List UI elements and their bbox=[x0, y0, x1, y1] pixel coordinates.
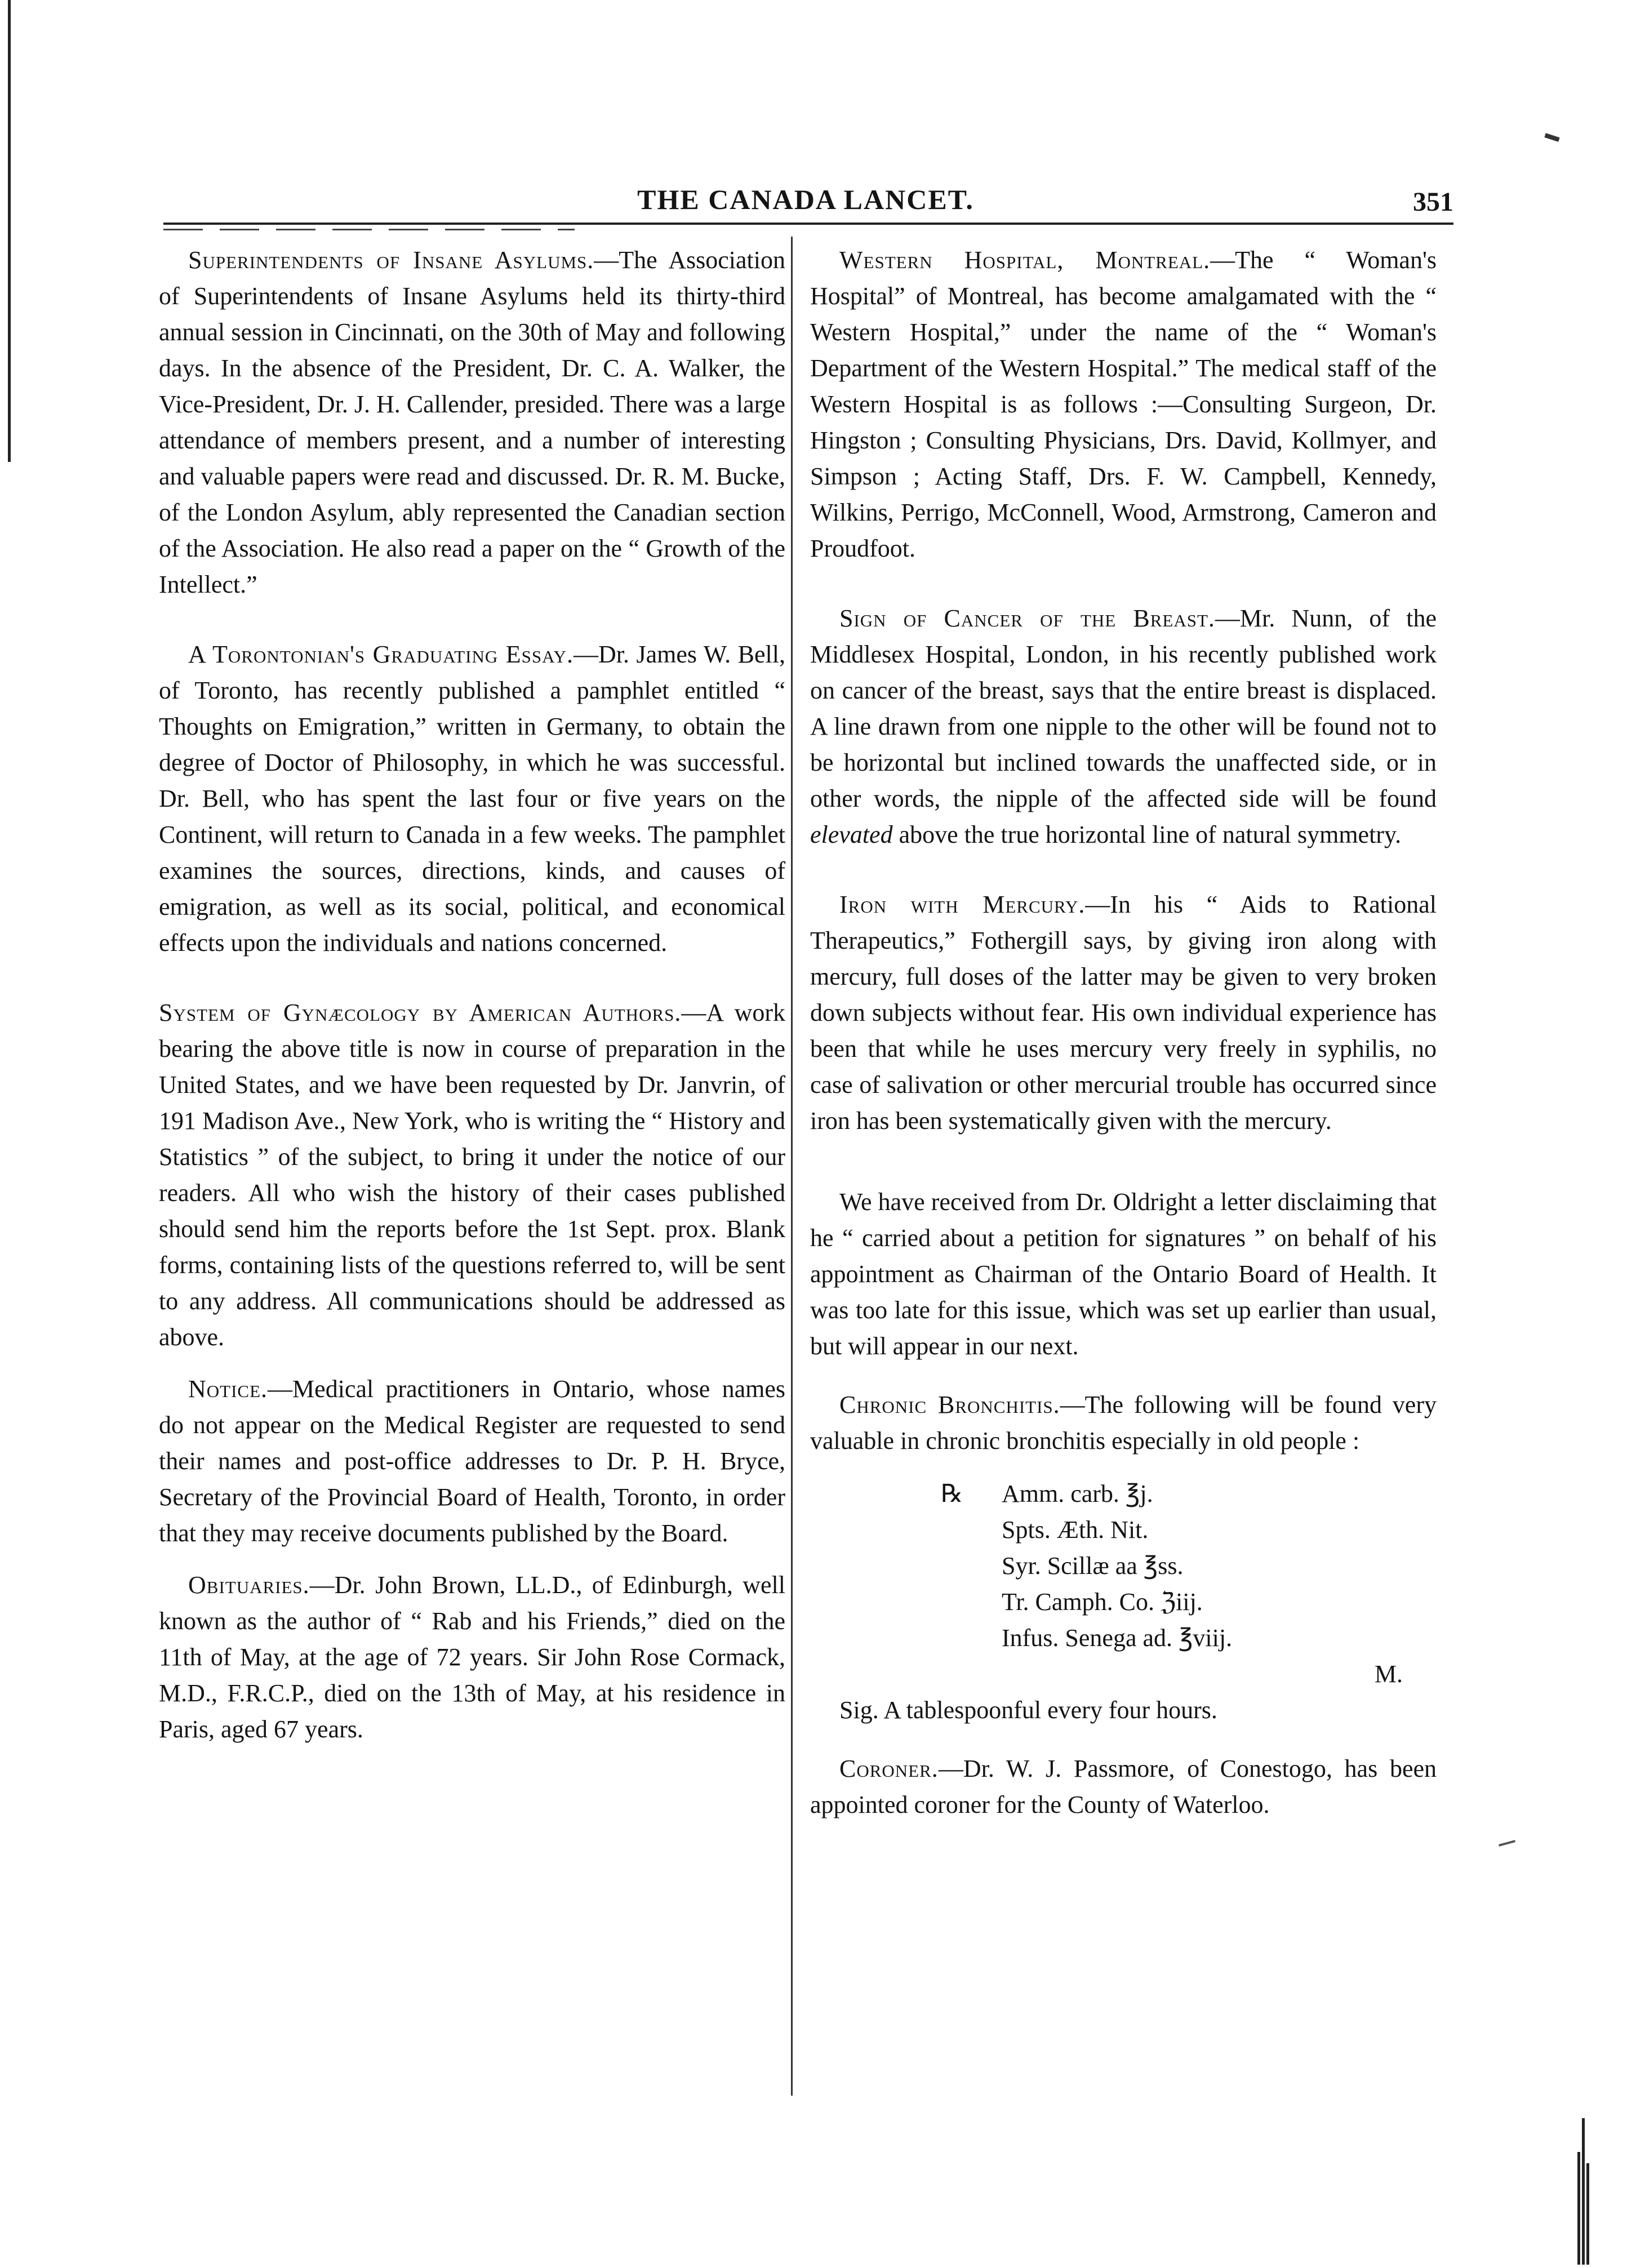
article-body: —Dr. James W. Bell, of Toronto, has recently published a pamphlet entitled “ Thoughts on Emigration,” written in Germany, to obtain the degree of Doctor of Philosophy, in which he was successful. Dr. Bell, who has spent the last four or five years on the Continent, will return to Canada in a few weeks. The pamphlet examines the sources, directions, kinds, and causes of emigration, as well as its social, political, and economical effects upon the individuals and nations concerned. bbox=[159, 641, 785, 957]
article-title: Sign of Cancer of the Breast. bbox=[839, 604, 1215, 632]
prescription-line: Spts. Æth. Nit. bbox=[1002, 1516, 1149, 1544]
article-title: Coroner. bbox=[839, 1755, 939, 1782]
article-title: Obituaries. bbox=[188, 1571, 310, 1599]
article-body: —In his “ Aids to Rational Therapeutics,” Fothergill says, by giving iron along with mercury, full doses of the latter may be given to very broken down subjects without fear. His own individual experience has been that while he uses mercury very freely in syphilis, no case of salivation or other mercurial trouble has occurred since iron has been systematically given with the mercury. bbox=[810, 891, 1437, 1135]
article-title: Chronic Bronchitis. bbox=[839, 1391, 1060, 1418]
article-torontonian bbox=[159, 637, 785, 961]
recipe-symbol: ℞ bbox=[941, 1480, 963, 1507]
article-title: Notice. bbox=[188, 1375, 268, 1403]
article-western-hospital bbox=[810, 242, 1437, 567]
article-iron bbox=[810, 887, 1437, 1139]
prescription-misce: M. bbox=[1374, 1660, 1403, 1688]
article-body: —The following will be found very valuable in chronic bronchitis especially in old people : bbox=[810, 1391, 1437, 1455]
left-column bbox=[159, 242, 785, 1747]
article-body: —Dr. W. J. Passmore, of Conestogo, has been appointed coroner for the County of Waterloo. bbox=[810, 1755, 1437, 1818]
page-number: 351 bbox=[1413, 187, 1453, 217]
article-body: above the true horizontal line of natural symmetry. bbox=[892, 821, 1402, 848]
article-body: —A work bearing the above title is now in course of preparation in the United States, and we have been requested by Dr. Janvrin, of 191 Madison Ave., New York, who is writing the “ History and Statistics ” of the subject, to bring it under the notice of our readers. All who wish the history of their cases published should send him the reports before the 1st Sept. prox. Blank forms, containing lists of the questions referred to, will be sent to any address. All communications should be addressed as above. bbox=[159, 999, 785, 1351]
prescription-line: Syr. Scillæ aa ℥ss. bbox=[1002, 1552, 1184, 1580]
article-superintendents bbox=[159, 242, 785, 603]
article-title: System of Gynæcology by American Authors. bbox=[159, 999, 682, 1026]
prescription-signa: Sig. A tablespoonful every four hours. bbox=[839, 1696, 1217, 1724]
right-column bbox=[810, 242, 1437, 1823]
prescription bbox=[810, 1476, 1437, 1728]
running-title: THE CANADA LANCET. bbox=[637, 184, 974, 215]
scan-speck bbox=[1544, 133, 1559, 142]
article-title: Superintendents of Insane Asylums. bbox=[188, 246, 594, 274]
article-body: —The Association of Superintendents of Insane Asylums held its thirty-third annual session in Cincinnati, on the 30th of May and following days. In the absence of the President, Dr. C. A. Walker, the Vice-President, Dr. J. H. Callender, presided. There was a large attendance of members present, and a number of interesting and valuable papers were read and discussed. Dr. R. M. Bucke, of the London Asylum, ably represented the Canadian section of the Association. He also read a paper on the “ Growth of the Intellect.” bbox=[159, 246, 786, 598]
article-emphasis: elevated bbox=[810, 821, 893, 848]
article-title: Western Hospital, Montreal. bbox=[839, 246, 1211, 274]
scan-speck bbox=[1499, 1840, 1515, 1847]
article-bronchitis bbox=[810, 1387, 1437, 1459]
article-title: A Torontonian's Graduating Essay. bbox=[188, 641, 574, 668]
page-header bbox=[158, 183, 1453, 228]
column-divider bbox=[791, 237, 793, 2096]
header-rule bbox=[163, 223, 1453, 225]
article-body: —Mr. Nunn, of the Middlesex Hospital, London, in his recently published work on cancer of the breast, says that the entire breast is displaced. A line drawn from one nipple to the other will be found not to be horizontal but inclined towards the unaffected side, or in other words, the nipple of the affected side will be found bbox=[810, 604, 1437, 812]
article-title: Iron with Mercury. bbox=[839, 891, 1086, 918]
prescription-line: ℞ Amm. carb. ℥j. bbox=[810, 1476, 1437, 1512]
article-body: —The “ Woman's Hospital” of Montreal, has become amalgamated with the “ Western Hospital,” under the name of the “ Woman's Department of the Western Hospital.” The medical staff of the Western Hospital is as follows :—Consulting Surgeon, Dr. Hingston ; Consulting Physicians, Drs. David, Kollmyer, and Simpson ; Acting Staff, Drs. F. W. Campbell, Kennedy, Wilkins, Perrigo, McConnell, Wood, Armstrong, Cameron and Proudfoot. bbox=[810, 246, 1437, 562]
article-notice bbox=[159, 1371, 785, 1551]
article-oldright bbox=[810, 1184, 1437, 1364]
article-gynaecology bbox=[159, 995, 785, 1355]
article-body: —Dr. John Brown, LL.D., of Edinburgh, well known as the author of “ Rab and his Friends,” died on the 11th of May, at the age of 72 years. Sir John Rose Cormack, M.D., F.R.C.P., died on the 13th of May, at his residence in Paris, aged 67 years. bbox=[159, 1571, 785, 1743]
header-rule-dashed bbox=[163, 229, 575, 230]
article-body: —Medical practitioners in Ontario, whose names do not appear on the Medical Register are requested to send their names and post-office addresses to Dr. P. H. Bryce, Secretary of the Provincial Board of Health, Toronto, in order that they may receive documents published by the Board. bbox=[159, 1375, 785, 1547]
article-cancer bbox=[810, 601, 1437, 853]
scan-edge-mark bbox=[1577, 2107, 1590, 2265]
article-body: We have received from Dr. Oldright a letter disclaiming that he “ carried about a petition for signatures ” on behalf of his appointment as Chairman of the Ontario Board of Health. It was too late for this issue, which was set up earlier than usual, but will appear in our next. bbox=[810, 1188, 1437, 1360]
article-obituaries bbox=[159, 1567, 785, 1747]
scan-edge-mark bbox=[8, 0, 11, 462]
prescription-line: Infus. Senega ad. ℥viij. bbox=[1002, 1624, 1233, 1652]
prescription-line: Tr. Camph. Co. ℨiij. bbox=[1002, 1588, 1203, 1616]
article-coroner bbox=[810, 1751, 1437, 1823]
